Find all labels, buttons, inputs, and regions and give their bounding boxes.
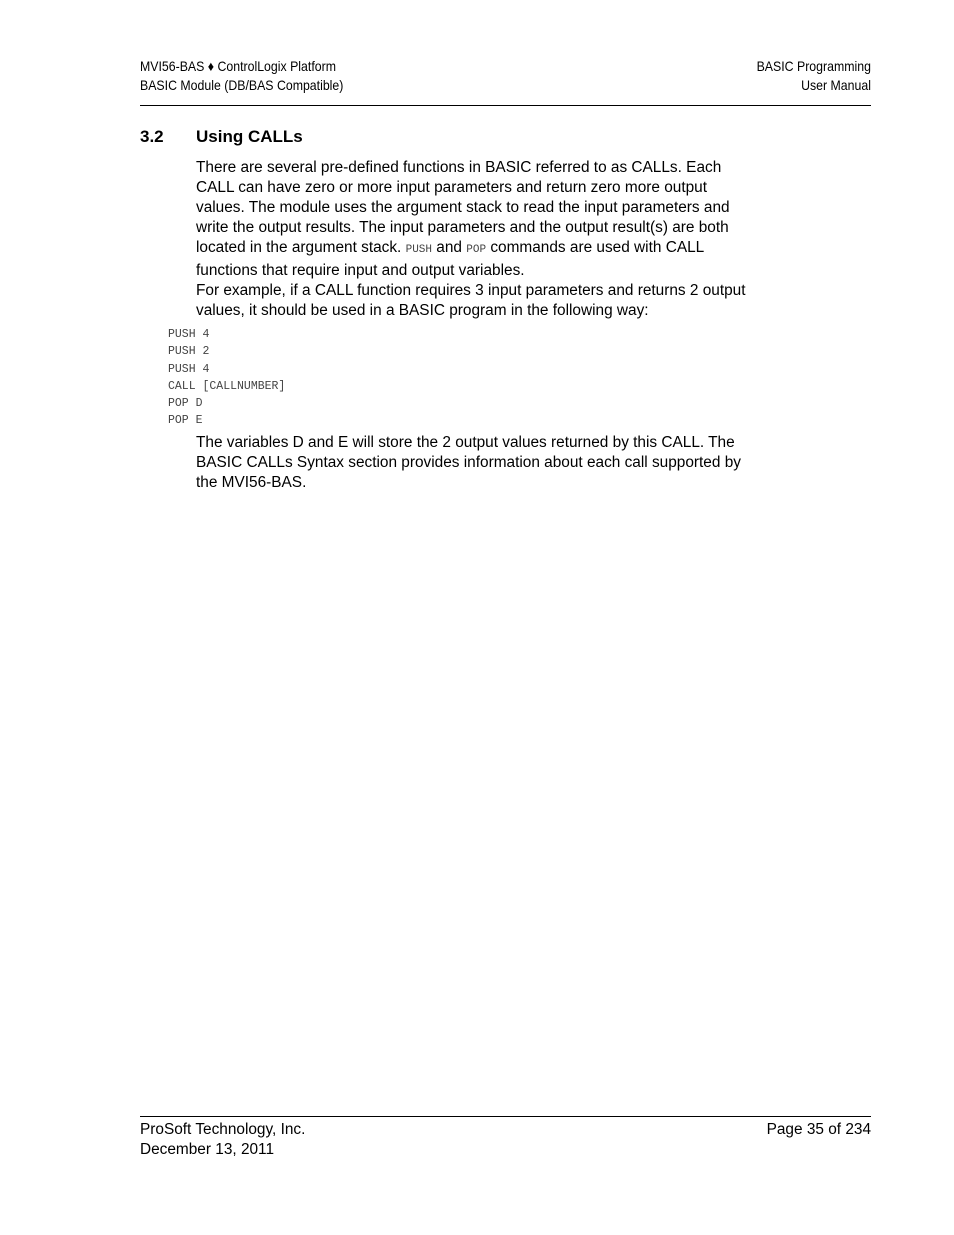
paragraph-line: There are several pre-defined functions in BASIC referred to as CALLs. Each bbox=[196, 159, 722, 176]
paragraph-line: For example, if a CALL function requires 3 input parameters and returns 2 output bbox=[196, 282, 746, 299]
paragraph-text: commands are used with CALL bbox=[486, 238, 705, 256]
paragraph-line: CALL can have zero or more input parameters and return zero more output bbox=[196, 178, 708, 196]
section-number: 3.2 bbox=[140, 127, 164, 146]
section-heading bbox=[140, 126, 303, 148]
code-example bbox=[168, 326, 285, 430]
result-paragraph bbox=[196, 433, 826, 493]
paragraph-line: values. The module uses the argument stack to read the input parameters and bbox=[196, 198, 730, 216]
paragraph-line bbox=[196, 238, 826, 261]
inline-code-push: PUSH bbox=[405, 243, 433, 256]
paragraph-line: write the output results. The input parameters and the output result(s) are both bbox=[196, 218, 729, 236]
page-footer bbox=[140, 1116, 871, 1158]
footer-company: ProSoft Technology, Inc. bbox=[140, 1121, 306, 1138]
paragraph-line: The variables D and E will store the 2 output values returned by this CALL. The bbox=[196, 434, 735, 451]
code-line: PUSH 2 bbox=[168, 345, 210, 359]
intro-paragraph bbox=[196, 158, 826, 280]
paragraph-line: the MVI56-BAS. bbox=[196, 473, 307, 491]
paragraph-text: and bbox=[432, 238, 467, 256]
paragraph-line: functions that require input and output variables. bbox=[196, 261, 525, 279]
paragraph-line: BASIC CALLs Syntax section provides information about each call supported by bbox=[196, 453, 741, 471]
paragraph-text: located in the argument stack. bbox=[196, 238, 406, 256]
header-document-type: User Manual bbox=[801, 77, 871, 93]
footer-date: December 13, 2011 bbox=[140, 1140, 275, 1158]
example-paragraph bbox=[196, 281, 826, 321]
header-product-title: MVI56-BAS ♦ ControlLogix Platform bbox=[140, 58, 336, 74]
page-header bbox=[140, 57, 871, 106]
code-line: POP D bbox=[168, 397, 203, 411]
code-line: POP E bbox=[168, 414, 203, 428]
paragraph-line: values, it should be used in a BASIC program in the following way: bbox=[196, 301, 649, 319]
code-line: PUSH 4 bbox=[168, 328, 210, 341]
header-left bbox=[140, 57, 343, 95]
code-line: CALL [CALLNUMBER] bbox=[168, 379, 286, 393]
footer-left bbox=[140, 1120, 305, 1159]
inline-code-pop: POP bbox=[466, 243, 487, 256]
header-product-subtitle: BASIC Module (DB/BAS Compatible) bbox=[140, 77, 344, 93]
code-line: PUSH 4 bbox=[168, 362, 210, 376]
section-title: Using CALLs bbox=[196, 127, 303, 146]
header-right bbox=[757, 57, 871, 95]
header-chapter-title: BASIC Programming bbox=[756, 58, 871, 74]
footer-page-number: Page 35 of 234 bbox=[766, 1121, 871, 1138]
